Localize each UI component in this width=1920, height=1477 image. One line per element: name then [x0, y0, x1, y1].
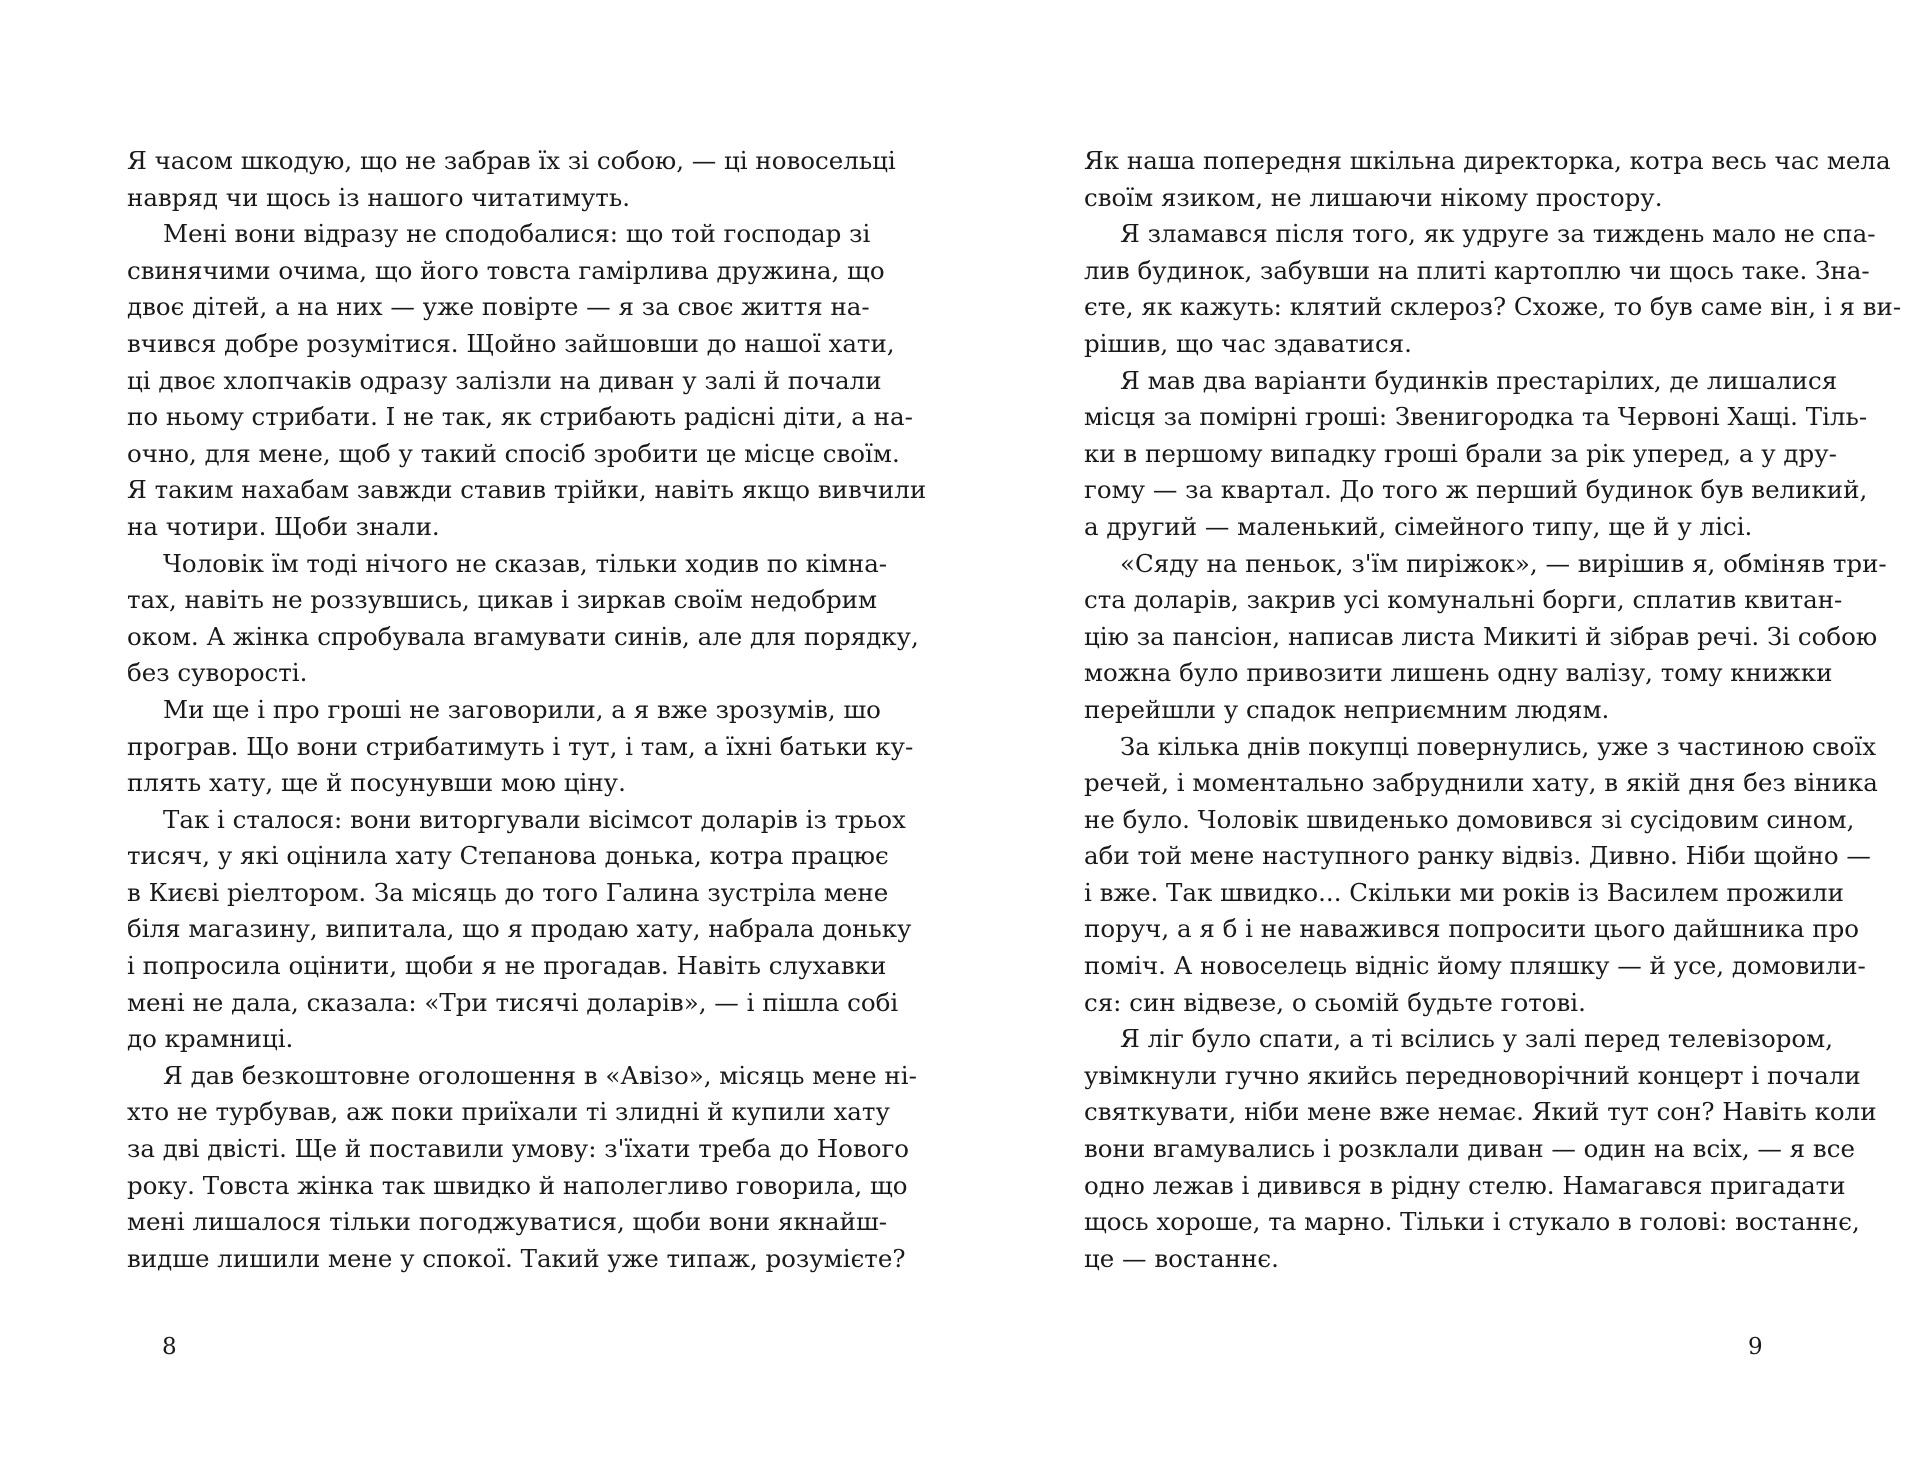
text-line: Мені вони відразу не сподобалися: що той господар зі — [163, 219, 871, 249]
text-line: плять хату, ще й посунувши мою ціну. — [127, 768, 626, 798]
text-line: тисяч, у які оцінила хату Степанова донька, котра працює — [127, 841, 889, 871]
text-line: оком. А жінка спробувала вгамувати синів, але для порядку, — [127, 621, 919, 651]
text-line: гому — за квартал. До того ж перший будинок був великий, — [1084, 475, 1868, 505]
paragraph — [127, 1058, 917, 1278]
text-line: святкувати, ніби мене вже немає. Який тут сон? Навіть коли — [1084, 1097, 1877, 1127]
paragraph — [1084, 363, 1868, 546]
text-line: ся: син відвезе, о сьомій будьте готові. — [1084, 987, 1586, 1017]
paragraph — [1084, 143, 1891, 216]
paragraph — [127, 546, 919, 692]
text-line: ста доларів, закрив усі комунальні борги, сплатив квитан- — [1084, 585, 1843, 615]
text-line: можна було привозити лишень одну валізу, тому книжки — [1084, 658, 1833, 688]
text-line: цію за пансіон, написав листа Микиті й зібрав речі. Зі собою — [1084, 621, 1878, 651]
text-line: аби той мене наступного ранку відвіз. Дивно. Ніби щойно — — [1084, 841, 1871, 871]
text-line: навряд чи щось із нашого читатимуть. — [127, 182, 630, 212]
text-line: Я дав безкоштовне оголошення в «Авізо», місяць мене ні- — [163, 1060, 917, 1090]
text-line: Ми ще і про гроші не заговорили, а я вже зрозумів, шо — [163, 694, 881, 724]
text-line: поруч, а я б і не наважився попросити цього дайшника про — [1084, 914, 1860, 944]
text-line: до крамниці. — [127, 1024, 294, 1054]
text-line: одно лежав і дивився в рідну стелю. Намагався пригадати — [1084, 1170, 1846, 1200]
paragraph — [127, 216, 927, 545]
text-line: по ньому стрибати. І не так, як стрибають радісні діти, а на- — [127, 402, 913, 432]
text-line: Я зламався після того, як удруге за тиждень мало не спа- — [1120, 219, 1876, 249]
text-line: видше лишили мене у спокої. Такий уже типаж, розумієте? — [127, 1243, 906, 1273]
paragraph — [1084, 546, 1887, 729]
text-line: ки в першому випадку гроші брали за рік уперед, а у дру- — [1084, 438, 1837, 468]
text-line: поміч. А новоселець відніс йому пляшку — й усе, домовили- — [1084, 951, 1866, 981]
text-line: хто не турбував, аж поки приїхали ті злидні й купили хату — [127, 1097, 890, 1127]
paragraph — [127, 692, 914, 802]
text-line: без суворості. — [127, 658, 308, 688]
text-line: Я мав два варіанти будинків престарілих, де лишалися — [1120, 365, 1838, 395]
text-line: За кілька днів покупці повернулись, уже з частиною своїх — [1120, 731, 1877, 761]
paragraph — [1084, 1021, 1877, 1277]
text-line: ці двоє хлопчаків одразу залізли на диван у залі й почали — [127, 365, 882, 395]
text-line: увімкнули гучно якийсь передноворічний концерт і почали — [1084, 1060, 1861, 1090]
text-line: лив будинок, забувши на плиті картоплю чи щось таке. Зна- — [1084, 255, 1870, 285]
text-line: не було. Чоловік швиденько домовився зі сусідовим сином, — [1084, 804, 1855, 834]
left-page-text — [127, 143, 927, 1277]
text-line: на чотири. Щоби знали. — [127, 511, 440, 541]
paragraph — [1084, 729, 1878, 1022]
text-line: єте, як кажуть: клятий склероз? Схоже, то був саме він, і я ви- — [1084, 292, 1902, 322]
text-line: свинячими очима, що його товста гамірлива дружина, що — [127, 255, 885, 285]
page-number-right: 9 — [1748, 1334, 1763, 1360]
text-line: року. Товста жінка так швидко й наполегливо говорила, що — [127, 1170, 908, 1200]
text-line: в Києві ріелтором. За місяць до того Галина зустріла мене — [127, 877, 889, 907]
text-line: вони вгамувались і розклали диван — один на всіх, — я все — [1084, 1134, 1855, 1164]
paragraph — [127, 143, 896, 216]
text-line: тах, навіть не роззувшись, цикав і зиркав своїм недобрим — [127, 585, 878, 615]
paragraph — [1084, 216, 1902, 362]
text-line: Як наша попередня шкільна директорка, котра весь час мела — [1084, 146, 1891, 175]
text-line: Так і сталося: вони виторгували вісімсот доларів із трьох — [163, 804, 906, 834]
text-line: Я ліг було спати, а ті всілись у залі перед телевізором, — [1120, 1024, 1834, 1054]
right-page-text — [1084, 143, 1902, 1277]
text-line: Я часом шкодую, що не забрав їх зі собою, — ці новосельці — [127, 146, 896, 175]
text-line: і попросила оцінити, щоби я не прогадав. Навіть слухавки — [127, 951, 887, 981]
text-line: перейшли у спадок неприємним людям. — [1084, 694, 1610, 724]
text-line: і вже. Так швидко... Скільки ми років із Василем прожили — [1084, 877, 1844, 907]
text-line: Я таким нахабам завжди ставив трійки, навіть якщо вивчили — [127, 475, 927, 505]
text-line: речей, і моментально забруднили хату, в якій дня без віника — [1084, 768, 1878, 798]
text-line: біля магазину, випитала, що я продаю хату, набрала доньку — [127, 914, 912, 944]
text-line: місця за помірні гроші: Звенигородка та Червоні Хащі. Тіль- — [1084, 402, 1868, 432]
page-number-left: 8 — [162, 1334, 177, 1360]
paragraph — [127, 802, 912, 1058]
text-line: мені не дала, сказала: «Три тисячі доларів», — і пішла собі — [127, 987, 899, 1017]
text-line: програв. Що вони стрибатимуть і тут, і там, а їхні батьки ку- — [127, 731, 914, 761]
text-line: за дві двісті. Ще й поставили умову: з'їхати треба до Нового — [127, 1134, 910, 1164]
text-line: Чоловік їм тоді нічого не сказав, тільки ходив по кімна- — [163, 548, 888, 578]
text-line: своїм язиком, не лишаючи нікому простору. — [1084, 182, 1663, 212]
text-line: мені лишалося тільки погоджуватися, щоби вони якнайш- — [127, 1207, 888, 1237]
text-line: двоє дітей, а на них — уже повірте — я за своє життя на- — [127, 292, 870, 322]
text-line: це — востаннє. — [1084, 1243, 1279, 1273]
text-line: очно, для мене, щоб у такий спосіб зробити це місце своїм. — [127, 438, 900, 468]
text-line: щось хороше, та марно. Тільки і стукало в голові: востаннє, — [1084, 1207, 1860, 1237]
text-line: «Сяду на пеньок, з'їм пиріжок», — вирішив я, обміняв три- — [1120, 548, 1887, 578]
text-line: рішив, що час здаватися. — [1084, 328, 1412, 358]
text-line: вчився добре розумітися. Щойно зайшовши до нашої хати, — [127, 328, 895, 358]
text-line: а другий — маленький, сімейного типу, ще й у лісі. — [1084, 511, 1753, 541]
